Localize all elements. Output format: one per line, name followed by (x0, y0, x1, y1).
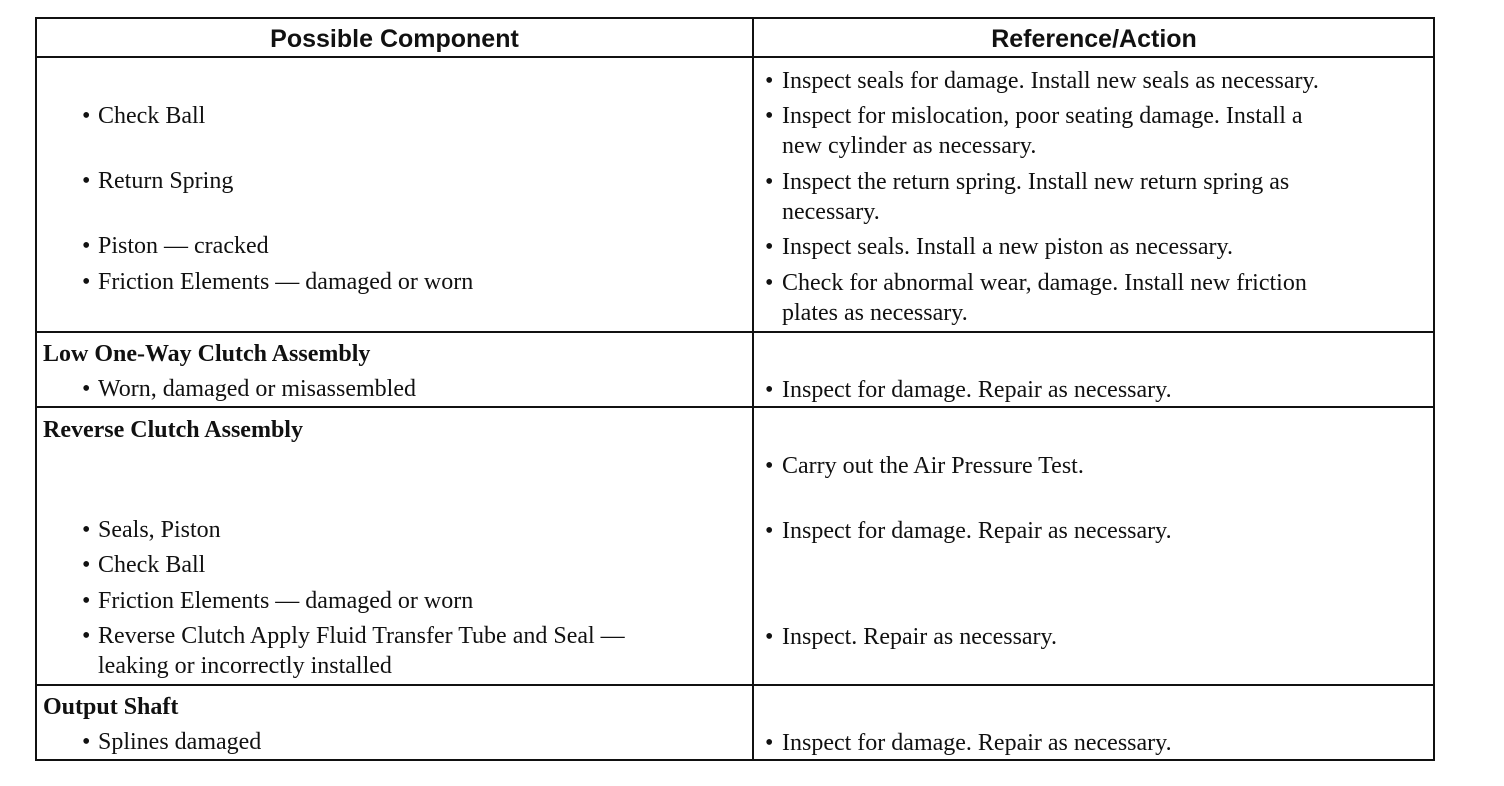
bullet: • (82, 623, 91, 649)
bullet: • (82, 552, 91, 578)
header-reference-action: Reference/Action (991, 25, 1197, 53)
bullet: • (765, 377, 774, 403)
action-text: Inspect for damage. Repair as necessary. (782, 730, 1172, 756)
row-divider (35, 331, 1435, 333)
row-divider (35, 406, 1435, 408)
bullet: • (765, 103, 774, 129)
component-text: leaking or incorrectly installed (98, 653, 392, 679)
section-title-low-one-way-clutch: Low One-Way Clutch Assembly (43, 341, 371, 367)
component-text: Splines damaged (98, 729, 262, 755)
section-title-reverse-clutch: Reverse Clutch Assembly (43, 417, 303, 443)
bullet: • (82, 103, 91, 129)
bullet: • (765, 270, 774, 296)
action-text: Inspect for mislocation, poor seating damage. Install a (782, 103, 1303, 129)
bullet: • (82, 233, 91, 259)
bullet: • (82, 517, 91, 543)
action-text: Inspect for damage. Repair as necessary. (782, 377, 1172, 403)
action-text: plates as necessary. (782, 300, 968, 326)
section-title-output-shaft: Output Shaft (43, 694, 179, 720)
bullet: • (82, 729, 91, 755)
bullet: • (82, 588, 91, 614)
bullet: • (765, 68, 774, 94)
bullet: • (765, 518, 774, 544)
action-text: Carry out the Air Pressure Test. (782, 453, 1084, 479)
bullet: • (82, 269, 91, 295)
action-text: Inspect seals for damage. Install new seals as necessary. (782, 68, 1319, 94)
component-text: Friction Elements — damaged or worn (98, 588, 474, 614)
component-text: Seals, Piston (98, 517, 221, 543)
action-text: new cylinder as necessary. (782, 133, 1037, 159)
component-return-spring: Return Spring (98, 168, 234, 194)
header-possible-component: Possible Component (270, 25, 519, 53)
component-piston: Piston — cracked (98, 233, 269, 259)
row-divider (35, 684, 1435, 686)
bullet: • (765, 730, 774, 756)
action-text: Inspect for damage. Repair as necessary. (782, 518, 1172, 544)
component-text: Worn, damaged or misassembled (98, 376, 416, 402)
action-text: Check for abnormal wear, damage. Install new friction (782, 270, 1307, 296)
component-friction-elements: Friction Elements — damaged or worn (98, 269, 474, 295)
column-divider (752, 17, 754, 761)
bullet: • (765, 624, 774, 650)
action-text: Inspect. Repair as necessary. (782, 624, 1057, 650)
bullet: • (765, 169, 774, 195)
bullet: • (765, 453, 774, 479)
component-check-ball: Check Ball (98, 103, 206, 129)
bullet: • (82, 376, 91, 402)
action-text: Inspect the return spring. Install new return spring as (782, 169, 1290, 195)
component-text: Reverse Clutch Apply Fluid Transfer Tube and Seal — (98, 623, 625, 649)
component-text: Check Ball (98, 552, 206, 578)
action-text: Inspect seals. Install a new piston as necessary. (782, 234, 1233, 260)
action-text: necessary. (782, 199, 880, 225)
bullet: • (765, 234, 774, 260)
bullet: • (82, 168, 91, 194)
